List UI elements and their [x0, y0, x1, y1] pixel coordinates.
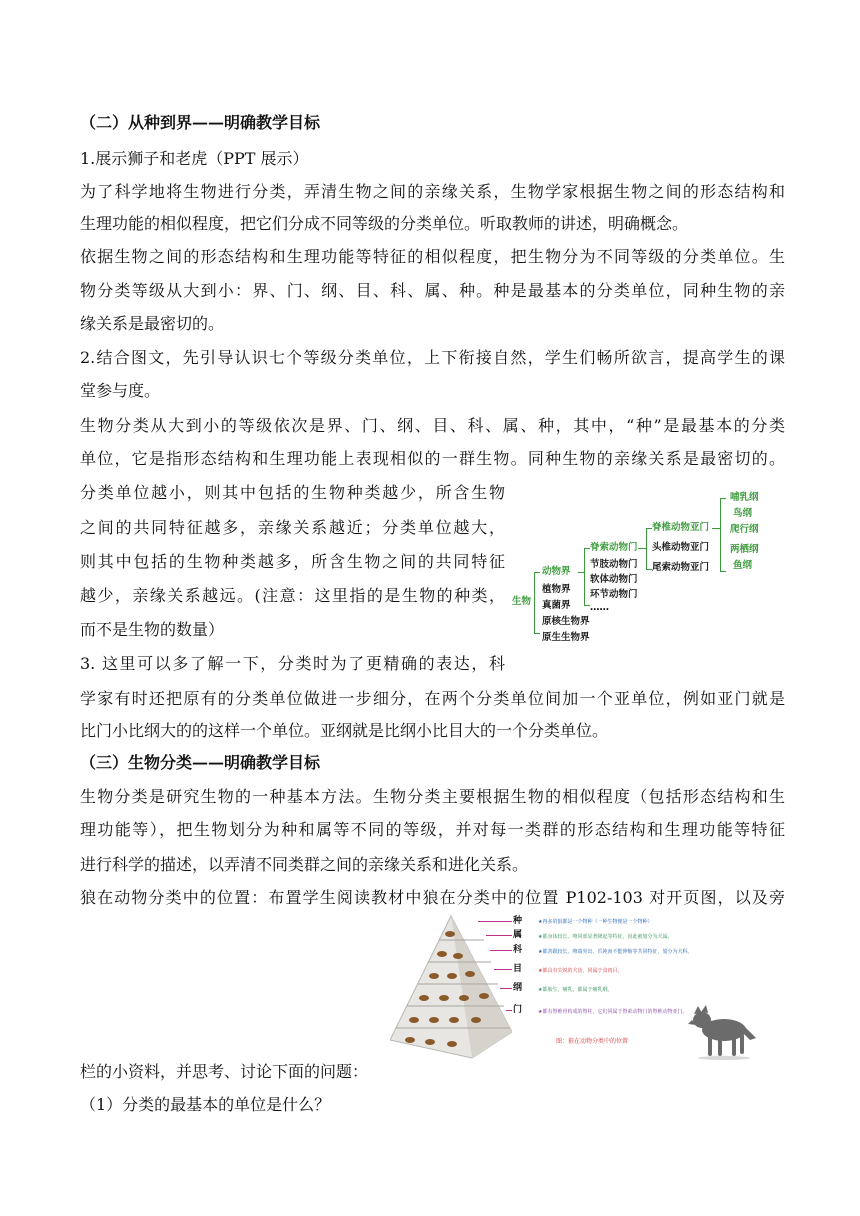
- tree-kingdom: 原核生物界: [542, 616, 590, 627]
- pyramid-note: ★都有脊椎骨构成的脊柱，它们同属于脊索动物门的脊椎动物亚门。: [538, 1009, 688, 1015]
- pyramid-caption: 图：狼在动物分类中的位置: [556, 1038, 629, 1045]
- paragraph-line: 理功能等），把生物划分为种和属等不同的等级，并对每一类群的形态结构和生理功能等特征: [80, 820, 785, 839]
- paragraph-line: 栏的小资料，并思考、讨论下面的问题：: [80, 1062, 369, 1081]
- pyramid-level-label: 目: [513, 964, 523, 974]
- item3-line: 3. 这里可以多了解一下，分类时为了更精确的表达，科: [80, 654, 505, 673]
- paragraph-line: 分类单位越小，则其中包括的生物种类越少，所含生物: [80, 483, 505, 502]
- tree-subphylum: 脊椎动物亚门: [652, 522, 710, 533]
- tree-class: 哺乳纲: [730, 492, 759, 503]
- pyramid-level-label: 科: [513, 945, 523, 955]
- pyramid-pointer-line: [494, 969, 512, 970]
- paragraph-line: 越少，亲缘关系越远。(注意：这里指的是生物的种类，: [80, 586, 505, 605]
- paragraph-line: 而不是生物的数量）: [80, 620, 225, 639]
- tree-phylum: 脊索动物门: [590, 542, 638, 553]
- tree-class: 爬行纲: [730, 524, 759, 535]
- pyramid-pointer-line: [490, 950, 512, 951]
- tree-bracket: [534, 572, 540, 634]
- pyramid-level-label: 属: [513, 930, 523, 940]
- tree-kingdom: 原生生物界: [542, 632, 590, 643]
- tree-root: 生物: [512, 596, 532, 607]
- paragraph-line: 依据生物之间的形态结构和生理功能等特征的相似程度，把生物分为不同等级的分类单位。生: [80, 247, 785, 266]
- paragraph-line: 生理功能的相似程度，把它们分成不同等级的分类单位。听取教师的讲述，明确概念。: [80, 214, 689, 233]
- tree-bracket: [720, 498, 726, 572]
- paragraph-line: 则其中包括的生物种类越多，所含生物之间的共同特征: [80, 552, 505, 571]
- paragraph-line: 为了科学地将生物进行分类，弄清生物之间的亲缘关系，生物学家根据生物之间的形态结构和: [80, 182, 785, 201]
- tree-class: 鱼纲: [733, 560, 753, 571]
- tree-kingdom: 真菌界: [542, 600, 571, 611]
- paragraph-line: 缘关系是最密切的。: [80, 314, 225, 333]
- pyramid-level-label: 门: [513, 1005, 523, 1015]
- paragraph-line: 生物分类从大到小的等级依次是界、门、纲、目、科、属、种，其中，“种”是最基本的分类: [80, 416, 785, 435]
- pyramid-pointer-line: [500, 988, 512, 989]
- tree-kingdom: 植物界: [542, 584, 571, 595]
- classification-tree-figure: [508, 492, 786, 652]
- tree-phylum: 节肢动物门: [590, 559, 638, 570]
- pyramid-level-label: 种: [513, 916, 523, 926]
- pyramid-note: ★再多的狼都是一个物种（一种生物便是一个物种）: [538, 919, 653, 925]
- tree-phylum: 环节动物门: [590, 589, 638, 600]
- tree-class: 鸟纲: [733, 508, 753, 519]
- section3-heading: （三）生物分类——明确教学目标: [80, 753, 321, 772]
- pyramid-level-label: 纲: [513, 983, 523, 993]
- item2-line: 2.结合图文，先引导认识七个等级分类单位，上下衔接自然，学生们畅所欲言，提高学生的课: [80, 348, 785, 367]
- item3-line: 比门小比纲大的的这样一个单位。亚纲就是比纲小比目大的一个分类单位。: [80, 721, 609, 740]
- tree-phylum: 软体动物门: [590, 574, 638, 585]
- pyramid-pointer-line: [506, 1010, 512, 1011]
- paragraph-line: 进行科学的描述，以弄清不同类群之间的亲缘关系和进化关系。: [80, 855, 529, 874]
- paragraph-line: 物分类等级从大到小：界、门、纲、目、科、属、种。种是最基本的分类单位，同种生物的亲: [80, 281, 785, 300]
- paragraph-line: 单位，它是指形态结构和生理功能上表现相似的一群生物。同种生物的亲缘关系是最密切的。: [80, 449, 785, 468]
- section2-heading: （二）从种到界——明确教学目标: [80, 113, 321, 132]
- item2-line: 堂参与度。: [80, 381, 161, 400]
- pyramid-pointer-line: [478, 921, 512, 922]
- wolf-classification-pyramid-figure: [390, 912, 770, 1062]
- pyramid-pointer-line: [486, 935, 512, 936]
- paragraph-line: 狼在动物分类中的位置：布置学生阅读教材中狼在分类中的位置 P102-103 对开页图，以及旁: [80, 888, 785, 907]
- tree-connector: [712, 528, 720, 529]
- paragraph-line: 生物分类是研究生物的一种基本方法。生物分类主要根据生物的相似程度（包括形态结构和生: [80, 787, 785, 806]
- question-line: （1）分类的最基本的单位是什么？: [80, 1095, 331, 1114]
- tree-subphylum: 头椎动物亚门: [652, 542, 710, 553]
- tree-subphylum: 尾索动物亚门: [652, 562, 710, 573]
- tree-connector: [638, 548, 646, 549]
- pyramid-note: ★都身体较长、吻同部显著隆起等特征，因此被划分为犬属。: [538, 934, 673, 940]
- paragraph-line: 之间的共同特征越多，亲缘关系越近；分类单位越大，: [80, 518, 505, 537]
- tree-class: 两栖纲: [730, 544, 759, 555]
- wolf-image: [688, 1000, 758, 1060]
- tree-phylum-more: ……: [590, 602, 609, 613]
- item1-title: 1.展示狮子和老虎（PPT 展示）: [80, 149, 309, 168]
- item3-line: 学家有时还把原有的分类单位做进一步细分，在两个分类单位间加一个亚单位，例如亚门就是: [80, 689, 785, 708]
- pyramid-note: ★都具有尖锐的犬齿，同属于食肉目。: [538, 968, 623, 974]
- tree-kingdom: 动物界: [542, 566, 571, 577]
- pyramid-note: ★都胎生、哺乳，都属于哺乳纲。: [538, 987, 613, 993]
- pyramid-note: ★都善跟较长、吻端突出、爪钝而不能伸缩等共同特征，划分为犬科。: [538, 949, 693, 955]
